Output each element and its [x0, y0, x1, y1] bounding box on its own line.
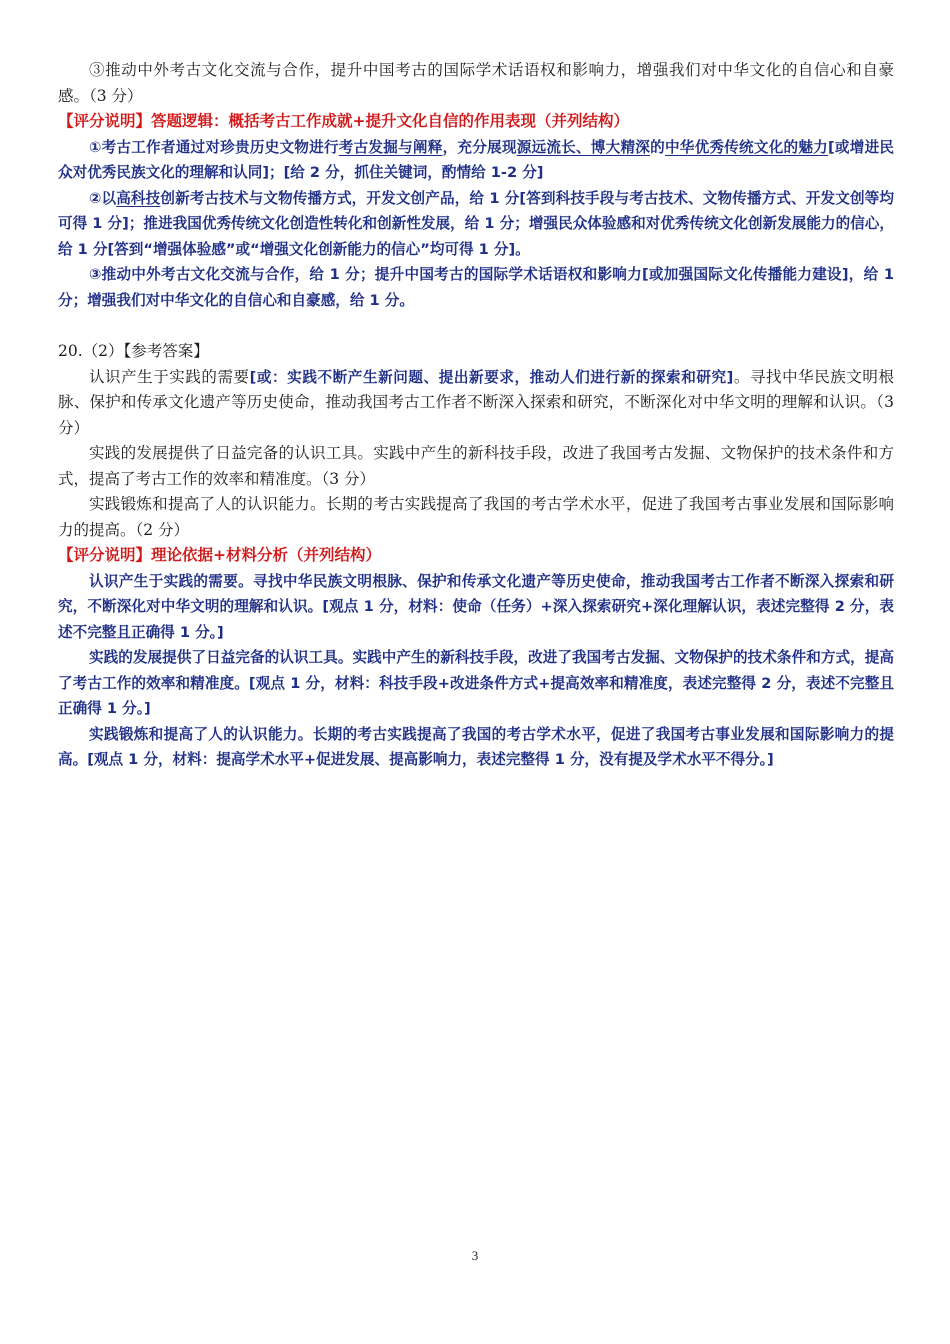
reference-answer-1: 认识产生于实践的需要[或：实践不断产生新问题、提出新要求，推动人们进行新的探索和研究]。寻找中华民族文明根脉、保护和传承文化遗产等历史使命，推动我国考古工作者不断深入探索和研究，不断深化对中华文明的理解和认识。（3 分） — [58, 367, 894, 437]
keyword-underline: 中华优秀传统文化的魅力 — [664, 138, 829, 156]
page-number: 3 — [471, 1248, 479, 1263]
scoring-point-1: 认识产生于实践的需要。寻找中华民族文明根脉、保护和传承文化遗产等历史使命，推动我国考古工作者不断深入探索和研究，不断深化对中华文明的理解和认识。[观点 1 分，材料：使命（任务）+深入探索研究+深化理解认识，表述完整得 2 分，表述不完整且正确得 1 分。] — [58, 572, 894, 641]
scoring-point-2: 实践的发展提供了日益完备的认识工具。实践中产生的新科技手段，改进了我国考古发掘、文物保护的技术条件和方式，提高了考古工作的效率和精准度。[观点 1 分，材料：科技手段+改进条件方式+提高效率和精准度，表述完整得 2 分，表述不完整且正确得 1 分。] — [58, 649, 894, 717]
question-20-heading: 20.（2）【参考答案】 — [58, 342, 209, 360]
scoring-note-label: 【评分说明】 — [58, 112, 152, 130]
scoring-note-1 — [58, 109, 894, 135]
reference-answer-2: 实践的发展提供了日益完备的认识工具。实践中产生的新科技手段，改进了我国考古发掘、文物保护的技术条件和方式，提高了考古工作的效率和精准度。（3 分） — [58, 444, 894, 488]
scoring-note-label: 【评分说明】 — [58, 546, 152, 564]
scoring-note-logic: 理论依据+材料分析（并列结构） — [151, 546, 382, 564]
scoring-note-logic: 答题逻辑：概括考古工作成就+提升文化自信的作用表现（并列结构） — [151, 112, 630, 130]
page-content — [58, 58, 894, 773]
keyword-underline: 高科技 — [116, 189, 161, 207]
alternative-answer-note: [或：实践不断产生新问题、提出新要求，推动人们进行新的探索和研究] — [249, 368, 734, 386]
scoring-note-2 — [58, 543, 894, 569]
scoring-item-1: ①考古工作者通过对珍贵历史文物进行考古发掘与阐释，充分展现源远流长、博大精深的中华优秀传统文化的魅力[或增进民众对优秀民族文化的理解和认同]；[给 2 分，抓住关键词，酌情给 1-2 分] — [58, 138, 894, 181]
scoring-item-3: ③推动中外考古文化交流与合作，给 1 分；提升中国考古的国际学术话语权和影响力[或加强国际文化传播能力建设]，给 1 分；增强我们对中华文化的自信心和自豪感，给 1 分。 — [58, 266, 894, 309]
answer-paragraph-3: ③推动中外考古文化交流与合作，提升中国考古的国际学术话语权和影响力，增强我们对中华文化的自信心和自豪感。（3 分） — [58, 61, 894, 105]
reference-answer-3: 实践锻炼和提高了人的认识能力。长期的考古实践提高了我国的考古学术水平，促进了我国考古事业发展和国际影响力的提高。（2 分） — [58, 495, 894, 539]
keyword-underline: 考古发掘与阐释 — [338, 138, 443, 156]
keyword-underline: 源远流长、博大精深 — [516, 138, 651, 156]
scoring-item-2: ②以高科技创新考古技术与文物传播方式，开发文创产品，给 1 分[答到科技手段与考古技术、文物传播方式、开发文创等均可得 1 分]；推进我国优秀传统文化创造性转化和创新性发展，给 1 分；增强民众体验感和对优秀传统文化创新发展能力的信心，给 1 分[答到“增强体验感”或“增强文化创新能力的信心”均可得 1 分]。 — [58, 189, 894, 258]
scoring-point-3: 实践锻炼和提高了人的认识能力。长期的考古实践提高了我国的考古学术水平，促进了我国考古事业发展和国际影响力的提高。[观点 1 分，材料：提高学术水平+促进发展、提高影响力，表述完整得 1 分，没有提及学术水平不得分。] — [58, 725, 894, 768]
